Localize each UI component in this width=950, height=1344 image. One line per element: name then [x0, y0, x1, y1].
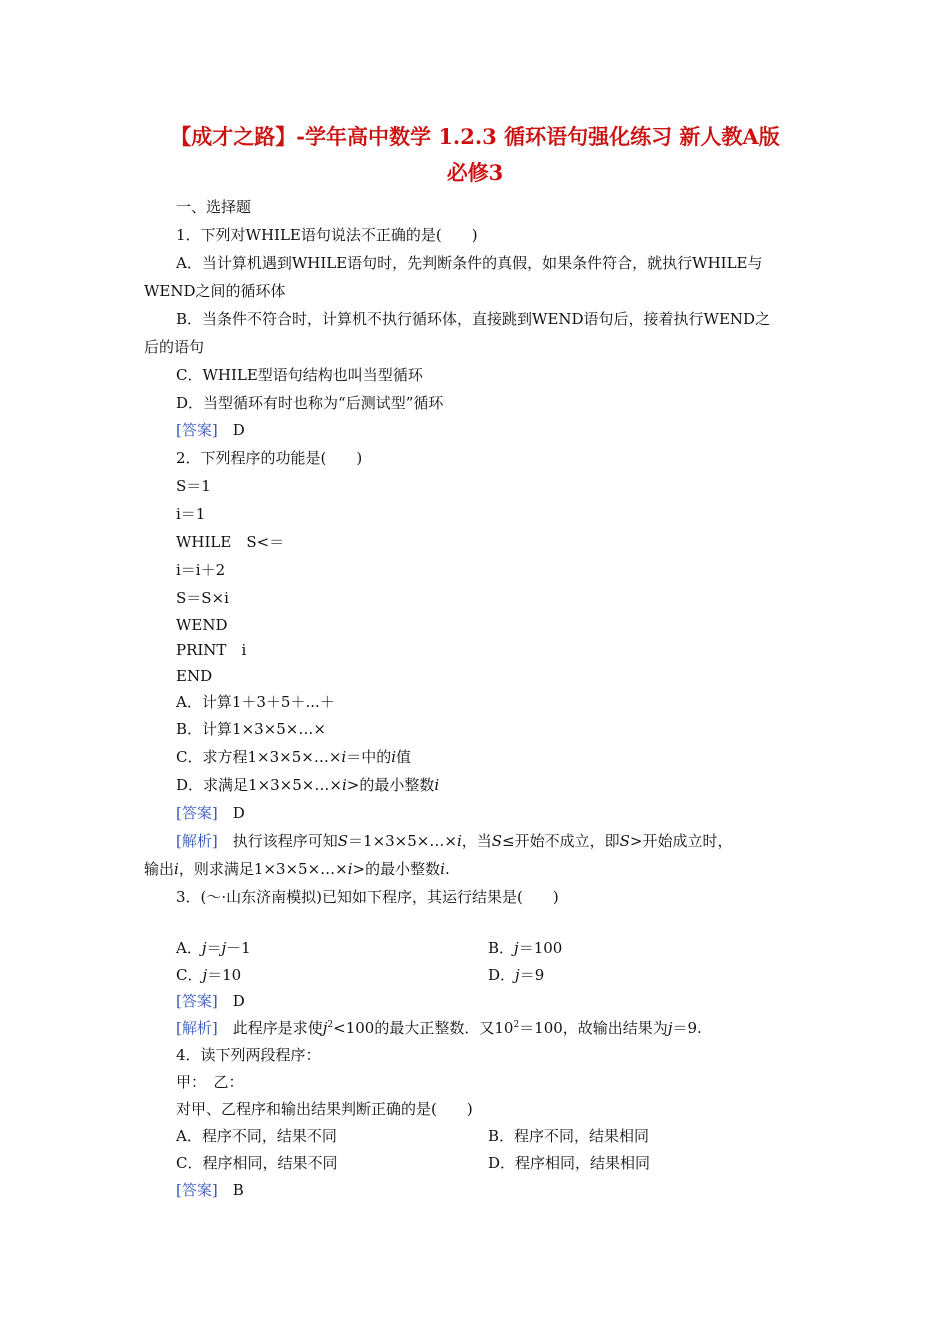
math-variable: S [619, 832, 630, 850]
q2-answer [176, 802, 245, 824]
q4-program-labels: 甲： 乙： [176, 1073, 244, 1091]
text-run: ＝100，故输出结果为 [519, 1019, 668, 1037]
q4-option-c: C．程序相同，结果不同 [176, 1154, 338, 1172]
text-run: C．求方程1×3×5×…× [176, 748, 342, 766]
section-heading: 一、选择题 [176, 198, 252, 216]
answer-tag: [答案] [176, 1181, 218, 1199]
q2-option-c [176, 746, 411, 768]
q2-stem: 2．下列程序的功能是( ) [176, 449, 363, 467]
answer-tag: [答案] [176, 421, 218, 439]
q2-option-b: B．计算1×3×5×…× [176, 720, 326, 738]
text-run: D．求满足1×3×5×…× [176, 776, 342, 794]
math-variable: S [491, 832, 503, 850]
text-run: ，则求满足1×3×5×…× [178, 860, 348, 878]
text-run: D． [488, 966, 516, 984]
q3-answer-value: D [232, 992, 245, 1010]
text-run: <100的最大正整数．又10 [333, 1019, 514, 1037]
q3-option-d [488, 964, 544, 986]
q4-option-d: D．程序相同，结果相同 [488, 1154, 651, 1172]
q4-option-b: B．程序不同，结果相同 [488, 1127, 650, 1145]
answer-tag: [答案] [176, 804, 218, 822]
q3-stem: 3．(～·山东济南模拟)已知如下程序，其运行结果是( ) [176, 888, 559, 906]
q3-option-a [176, 937, 251, 959]
q2-code-line: i＝i＋2 [176, 561, 226, 579]
math-variable: i [391, 748, 397, 766]
text-run: 输出 [144, 860, 175, 878]
math-variable: i [341, 748, 347, 766]
analysis-tag: [解析] [176, 832, 218, 850]
q1-option-a-line1: A．当计算机遇到WHILE语句时，先判断条件的真假，如果条件符合，就执行WHILE与 [176, 254, 763, 272]
q2-code-line: i＝1 [176, 505, 206, 523]
text-run: 值 [396, 748, 412, 766]
math-variable: j [221, 939, 227, 957]
math-variable: j [322, 1019, 328, 1037]
q2-code-line: S＝1 [176, 477, 211, 495]
text-run: ＝1×3×5×…× [348, 832, 457, 850]
q2-code-line: END [176, 667, 213, 685]
q2-code-line: S＝S×i [176, 589, 229, 607]
math-variable: j [667, 1019, 673, 1037]
math-variable: i [174, 860, 179, 878]
text-run: B． [488, 939, 515, 957]
text-run: ＝中的 [346, 748, 392, 766]
math-variable: j [515, 966, 520, 984]
text-run: 执行该程序可知 [232, 832, 338, 850]
q2-analysis-line2 [144, 858, 450, 880]
q3-analysis [176, 1017, 702, 1039]
answer-tag: [答案] [176, 992, 218, 1010]
q1-option-b-line2: 后的语句 [144, 338, 205, 356]
document-title-line-2: 必修3 [446, 160, 504, 185]
text-run: >的最小整数 [352, 860, 441, 878]
math-variable: j [202, 966, 208, 984]
q1-answer [176, 419, 245, 441]
q1-option-c: C．WHILE型语句结构也叫当型循环 [176, 366, 423, 384]
q4-question: 对甲、乙程序和输出结果判断正确的是( ) [176, 1100, 473, 1118]
q1-option-d: D．当型循环有时也称为“后测试型”循环 [176, 394, 444, 412]
q1-option-b-line1: B．当条件不符合时，计算机不执行循环体，直接跳到WEND语句后，接着执行WEND之 [176, 310, 771, 328]
analysis-tag: [解析] [176, 1019, 218, 1037]
text-run: 此程序是求使 [232, 1019, 323, 1037]
math-variable: i [434, 776, 440, 794]
math-variable: i [456, 832, 462, 850]
document-title-line-1: 【成才之路】-学年高中数学 1.2.3 循环语句强化练习 新人教A版 [170, 124, 780, 149]
text-run: ＝ [206, 939, 222, 957]
superscript: 2 [327, 1020, 334, 1030]
text-run: A． [176, 939, 202, 957]
superscript: 2 [513, 1020, 520, 1030]
text-run: ＝10 [207, 966, 242, 984]
q3-option-c [176, 964, 241, 986]
q4-answer-value: B [232, 1181, 244, 1199]
text-run: ＝100 [518, 939, 563, 957]
text-run: >开始成立时， [629, 832, 733, 850]
text-run: >的最小整数 [346, 776, 435, 794]
q2-code-line: PRINT i [176, 641, 247, 659]
q2-answer-value: D [232, 804, 245, 822]
text-run: . [444, 860, 450, 878]
q2-code-line: WHILE S<＝ [176, 533, 285, 551]
q4-answer [176, 1179, 244, 1201]
math-variable: j [201, 939, 207, 957]
q4-stem: 4．读下列两段程序： [176, 1046, 321, 1064]
text-run: －1 [226, 939, 251, 957]
math-variable: i [341, 776, 347, 794]
math-variable: i [347, 860, 353, 878]
text-run: ＝9 [519, 966, 545, 984]
q4-option-a: A．程序不同，结果不同 [176, 1127, 337, 1145]
q1-stem: 1．下列对WHILE语句说法不正确的是( ) [176, 226, 478, 244]
q3-answer [176, 990, 245, 1012]
q2-option-d [176, 774, 439, 796]
text-run: ≤开始不成立，即 [502, 832, 620, 850]
math-variable: j [514, 939, 519, 957]
q2-analysis-line1 [176, 830, 732, 852]
q2-code-line: WEND [176, 616, 228, 634]
text-run: C． [176, 966, 203, 984]
text-run: ＝9. [672, 1019, 702, 1037]
q1-option-a-line2: WEND之间的循环体 [144, 282, 286, 300]
q1-answer-value: D [232, 421, 245, 439]
text-run: ，当 [461, 832, 492, 850]
math-variable: S [337, 832, 349, 850]
q3-option-b [488, 937, 562, 959]
math-variable: i [440, 860, 445, 878]
q2-option-a: A．计算1＋3＋5＋...＋ [176, 693, 335, 711]
